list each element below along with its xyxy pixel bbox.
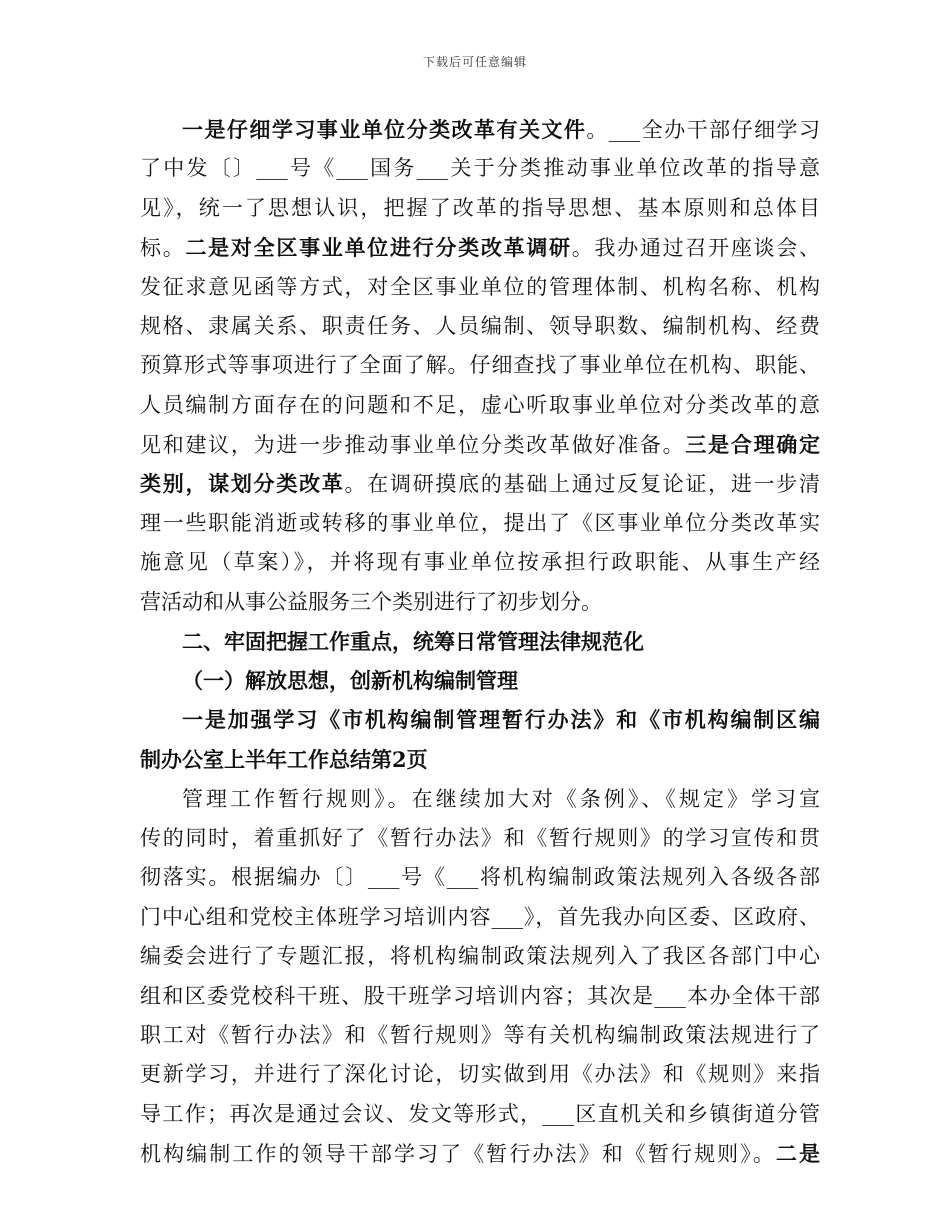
text-line: [140, 898, 820, 937]
text-line-content: [140, 1055, 820, 1094]
text-run: 更新学习，并进行了深化讨论，切实做到用《办法》和《规则》来指: [140, 1062, 820, 1087]
text-line-content: [182, 700, 820, 740]
text-run: 传的同时，着重抓好了《暂行办法》和《暂行规则》的学习宣传和贯: [140, 826, 820, 851]
text-run: 导工作；再次是通过会议、发文等形式，___区直机关和乡镇街道分管: [140, 1101, 820, 1126]
text-line: [140, 622, 820, 661]
document-body: [140, 110, 820, 1174]
bold-text-run: 一是加强学习《市机构编制管理暂行办法》和《市机构编制区编: [182, 707, 820, 733]
bold-text-run: 三是合理确定: [685, 431, 820, 457]
text-line-content: [140, 543, 820, 582]
text-line-content: [140, 307, 820, 346]
text-run: 门中心组和党校主体班学习培训内容___》，首先我办向区委、区政府、: [140, 904, 820, 929]
text-line-content: [140, 898, 820, 937]
text-run: 组和区委党校科干班、股干班学习培训内容；其次是___本办全体干部: [140, 983, 820, 1008]
bold-text-run: （一）解放思想，创新机构编制管理: [182, 667, 518, 693]
text-line: [140, 937, 820, 976]
text-line-content: [140, 228, 820, 268]
text-line-content: [140, 583, 820, 622]
text-run: 规格、隶属关系、职责任务、人员编制、领导职数、编制机构、经费: [140, 313, 820, 338]
text-line: [140, 149, 820, 188]
bold-text-run: 类别，谋划分类改革: [140, 471, 345, 497]
text-line: [140, 386, 820, 425]
bold-text-run: 制办公室上半年工作总结第2页: [140, 746, 428, 772]
text-run: 发征求意见函等方式，对全区事业单位的管理体制、机构名称、机构: [140, 274, 820, 299]
text-line: [140, 268, 820, 307]
text-line-content: [182, 661, 820, 701]
text-line: [140, 543, 820, 582]
text-line: [140, 780, 820, 819]
text-line: [140, 1016, 820, 1055]
text-run: 标。: [140, 235, 186, 260]
text-line: [140, 425, 820, 464]
text-line: [140, 819, 820, 858]
page-header: 下载后可任意编辑: [422, 55, 527, 69]
text-line-content: [140, 464, 820, 504]
text-line: [140, 346, 820, 385]
text-run: 见》，统一了思想认识，把握了改革的指导思想、基本原则和总体目: [140, 195, 820, 220]
text-line-content: [182, 110, 820, 150]
text-line: [140, 1134, 820, 1173]
text-line-content: [182, 622, 820, 662]
text-run: 营活动和从事公益服务三个类别进行了初步划分。: [140, 589, 602, 614]
text-run: 了中发〔〕___号《___国务___关于分类推动事业单位改革的指导意: [140, 156, 820, 181]
text-line-content: [140, 425, 820, 465]
text-line-content: [140, 1095, 820, 1134]
text-line-content: [140, 858, 820, 897]
text-line-content: [140, 740, 820, 780]
text-run: 机构编制工作的领导干部学习了《暂行办法》和《暂行规则》。: [140, 1141, 776, 1166]
text-line: [140, 740, 820, 779]
text-line-content: [140, 149, 820, 188]
text-line-content: [140, 1134, 820, 1174]
text-line: [140, 110, 820, 149]
text-line: [140, 307, 820, 346]
text-line-content: [140, 937, 820, 976]
text-run: 预算形式等事项进行了全面了解。仔细查找了事业单位在机构、职能、: [140, 353, 820, 378]
text-run: 施意见（草案）》，并将现有事业单位按承担行政职能、从事生产经: [140, 550, 820, 575]
bold-text-run: 二是: [775, 1140, 820, 1166]
text-line: [140, 504, 820, 543]
text-line-content: [140, 504, 820, 543]
text-line: [140, 858, 820, 897]
bold-text-run: 二是对全区事业单位进行分类改革调研: [185, 234, 572, 260]
text-run: 编委会进行了专题汇报，将机构编制政策法规列入了我区各部门中心: [140, 944, 820, 969]
text-run: 人员编制方面存在的问题和不足，虚心听取事业单位对分类改革的意: [140, 392, 820, 417]
bold-text-run: 一是仔细学习事业单位分类改革有关文件: [182, 116, 587, 142]
text-run: 。在调研摸底的基础上通过反复论证，进一步清: [344, 472, 820, 497]
text-run: 。___全办干部仔细学习: [586, 117, 820, 142]
text-run: 理一些职能消逝或转移的事业单位，提出了《区事业单位分类改革实: [140, 510, 820, 535]
text-line: [140, 661, 820, 700]
bold-text-run: 二、牢固把握工作重点，统筹日常管理法律规范化: [182, 628, 644, 654]
text-line: [140, 583, 820, 622]
text-line: [140, 977, 820, 1016]
text-line: [140, 1095, 820, 1134]
text-line-content: [182, 780, 820, 819]
text-line: [140, 189, 820, 228]
text-line-content: [140, 386, 820, 425]
text-run: 管理工作暂行规则》。在继续加大对《条例》、《规定》学习宣: [182, 786, 820, 811]
text-line: [140, 228, 820, 267]
text-line: [140, 465, 820, 504]
text-line: [140, 701, 820, 740]
text-line-content: [140, 189, 820, 228]
text-line-content: [140, 268, 820, 307]
text-run: 职工对《暂行办法》和《暂行规则》等有关机构编制政策法规进行了: [140, 1022, 820, 1047]
text-line-content: [140, 1016, 820, 1055]
text-run: 。我办通过召开座谈会、: [571, 235, 820, 260]
text-run: 见和建议，为进一步推动事业单位分类改革做好准备。: [140, 432, 686, 457]
text-run: 彻落实。根据编办〔〕___号《___将机构编制政策法规列入各级各部: [140, 865, 820, 890]
text-line: [140, 1055, 820, 1094]
text-line-content: [140, 346, 820, 385]
text-line-content: [140, 819, 820, 858]
text-line-content: [140, 977, 820, 1016]
